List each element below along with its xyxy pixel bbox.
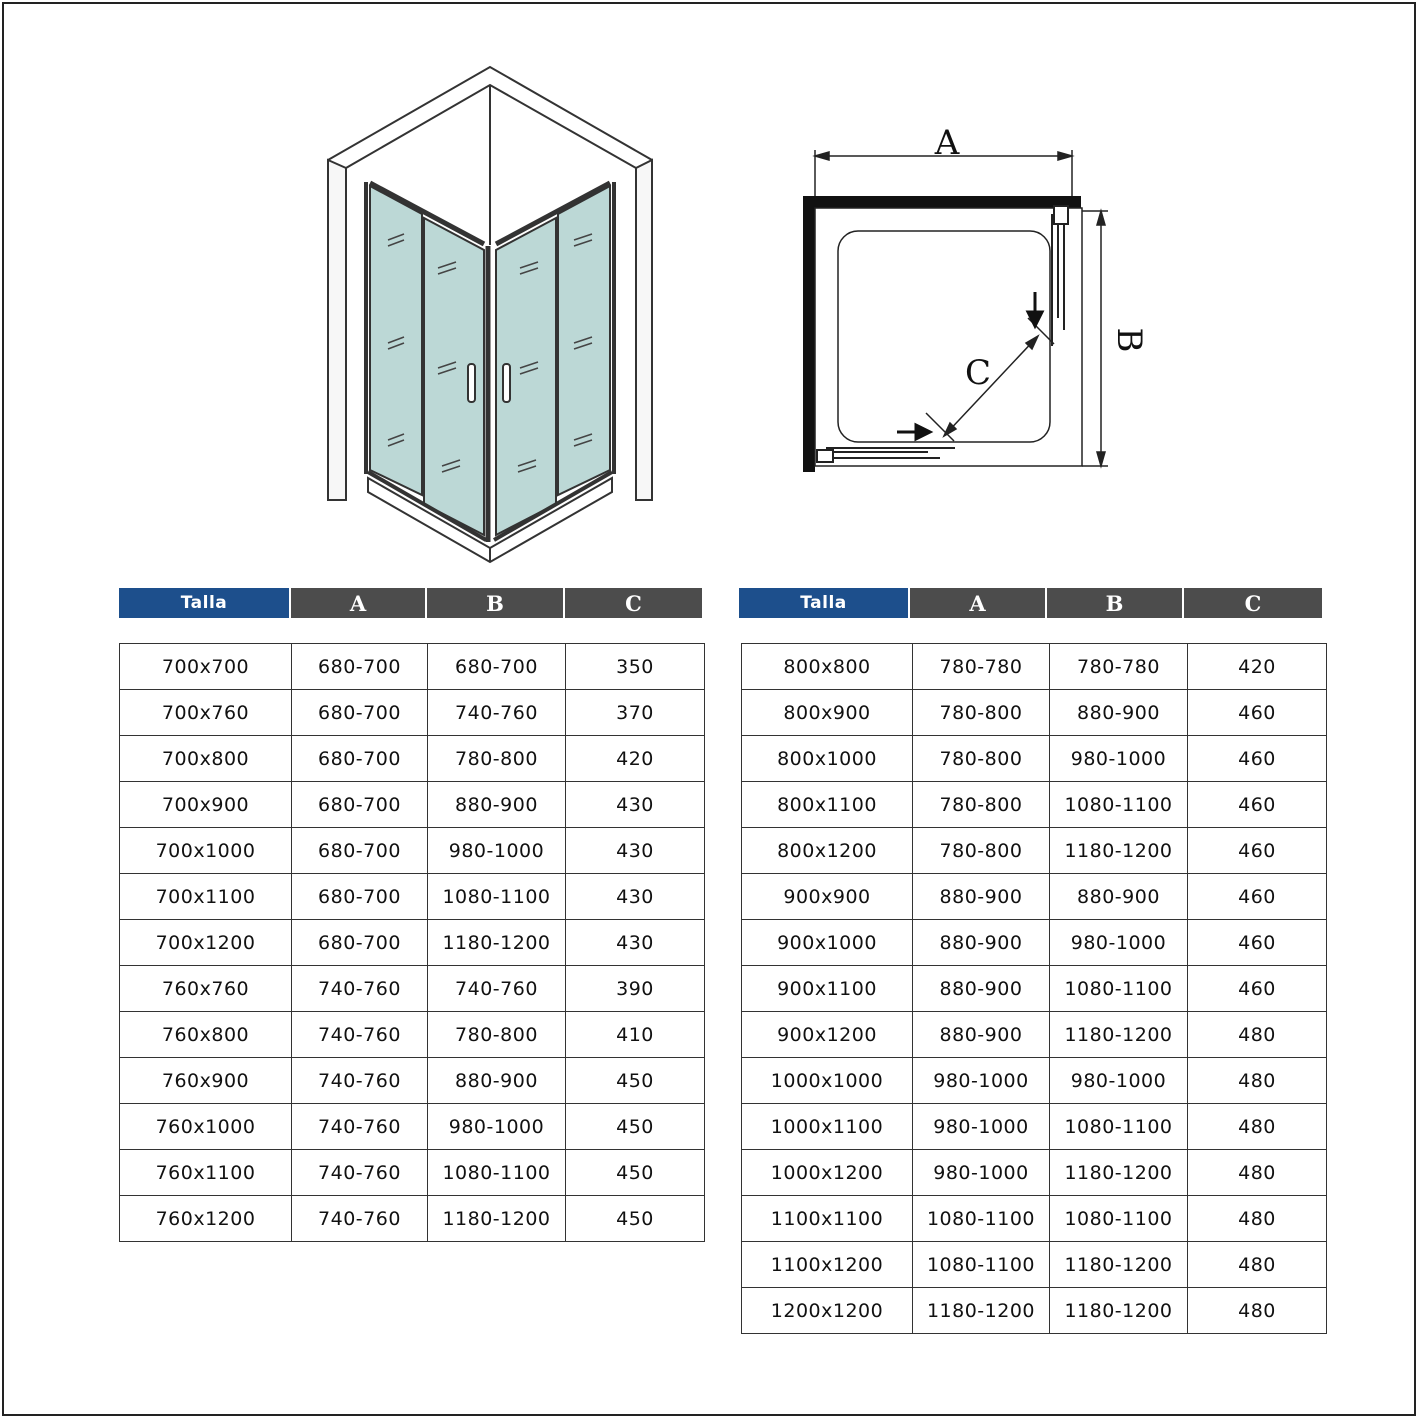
a-cell: 880-900 — [913, 966, 1050, 1012]
b-cell: 780-800 — [428, 1012, 566, 1058]
talla-cell: 760x900 — [120, 1058, 292, 1104]
table-row — [742, 1104, 1327, 1150]
b-cell: 1180-1200 — [1050, 1150, 1188, 1196]
table-row — [120, 1012, 705, 1058]
a-cell: 980-1000 — [913, 1150, 1050, 1196]
a-cell: 740-760 — [292, 1196, 428, 1242]
right-door-rails — [1052, 206, 1068, 346]
a-cell: 780-800 — [913, 690, 1050, 736]
a-cell: 680-700 — [292, 690, 428, 736]
c-cell: 450 — [566, 1196, 705, 1242]
a-cell: 880-900 — [913, 920, 1050, 966]
b-cell: 980-1000 — [1050, 1058, 1188, 1104]
b-cell: 1180-1200 — [1050, 1242, 1188, 1288]
b-cell: 880-900 — [1050, 690, 1188, 736]
table-row — [742, 1012, 1327, 1058]
talla-cell: 760x1000 — [120, 1104, 292, 1150]
c-cell: 390 — [566, 966, 705, 1012]
b-cell: 680-700 — [428, 644, 566, 690]
a-cell: 680-700 — [292, 828, 428, 874]
b-cell: 880-900 — [428, 782, 566, 828]
c-cell: 460 — [1188, 736, 1327, 782]
left-table-header — [119, 588, 702, 618]
talla-cell: 800x1200 — [742, 828, 913, 874]
b-cell: 1180-1200 — [1050, 1012, 1188, 1058]
b-cell: 980-1000 — [1050, 736, 1188, 782]
b-cell: 980-1000 — [1050, 920, 1188, 966]
c-cell: 410 — [566, 1012, 705, 1058]
c-cell: 350 — [566, 644, 705, 690]
c-cell: 430 — [566, 828, 705, 874]
table-row — [120, 1058, 705, 1104]
c-cell: 450 — [566, 1104, 705, 1150]
b-cell: 740-760 — [428, 690, 566, 736]
a-cell: 880-900 — [913, 874, 1050, 920]
b-cell: 1080-1100 — [428, 1150, 566, 1196]
c-cell: 480 — [1188, 1196, 1327, 1242]
talla-cell: 1100x1100 — [742, 1196, 913, 1242]
c-cell: 480 — [1188, 1058, 1327, 1104]
top-view-basin — [838, 231, 1050, 442]
b-cell: 880-900 — [428, 1058, 566, 1104]
table-row — [120, 782, 705, 828]
a-cell: 980-1000 — [913, 1058, 1050, 1104]
dimension-a-label: A — [934, 123, 960, 163]
table-row — [742, 1058, 1327, 1104]
a-cell: 780-800 — [913, 828, 1050, 874]
table-row — [120, 690, 705, 736]
table-row — [120, 736, 705, 782]
b-cell: 980-1000 — [428, 828, 566, 874]
c-cell: 480 — [1188, 1242, 1327, 1288]
table-row — [742, 920, 1327, 966]
c-cell: 460 — [1188, 920, 1327, 966]
c-cell: 460 — [1188, 874, 1327, 920]
talla-cell: 800x800 — [742, 644, 913, 690]
a-cell: 740-760 — [292, 1058, 428, 1104]
table-row — [120, 920, 705, 966]
dimension-b-label: B — [1109, 327, 1149, 353]
talla-cell: 1000x1000 — [742, 1058, 913, 1104]
talla-cell: 760x1200 — [120, 1196, 292, 1242]
b-cell: 1080-1100 — [428, 874, 566, 920]
c-cell: 460 — [1188, 782, 1327, 828]
talla-cell: 900x1200 — [742, 1012, 913, 1058]
right-size-table — [741, 643, 1327, 1334]
c-cell: 370 — [566, 690, 705, 736]
talla-cell: 700x800 — [120, 736, 292, 782]
talla-cell: 1100x1200 — [742, 1242, 913, 1288]
bottom-door-rails — [817, 448, 955, 462]
top-view-diagram — [0, 0, 1420, 600]
left-size-table — [119, 643, 705, 1242]
c-cell: 480 — [1188, 1104, 1327, 1150]
table-row — [742, 1150, 1327, 1196]
talla-cell: 700x900 — [120, 782, 292, 828]
c-cell: 430 — [566, 782, 705, 828]
a-cell: 740-760 — [292, 1104, 428, 1150]
talla-cell: 760x760 — [120, 966, 292, 1012]
header-a: A — [910, 588, 1047, 618]
table-row — [742, 1196, 1327, 1242]
b-cell: 1180-1200 — [428, 920, 566, 966]
table-row — [120, 828, 705, 874]
c-cell: 430 — [566, 920, 705, 966]
a-cell: 680-700 — [292, 874, 428, 920]
b-cell: 1180-1200 — [1050, 828, 1188, 874]
b-cell: 780-780 — [1050, 644, 1188, 690]
table-row — [742, 690, 1327, 736]
b-cell: 740-760 — [428, 966, 566, 1012]
b-cell: 780-800 — [428, 736, 566, 782]
talla-cell: 900x1100 — [742, 966, 913, 1012]
header-talla: Talla — [119, 588, 291, 618]
right-table-header — [739, 588, 1322, 618]
table-row — [742, 828, 1327, 874]
b-cell: 1080-1100 — [1050, 1104, 1188, 1150]
table-row — [742, 1288, 1327, 1334]
c-cell: 460 — [1188, 966, 1327, 1012]
top-view-walls — [803, 196, 1081, 472]
a-cell: 680-700 — [292, 920, 428, 966]
b-cell: 1080-1100 — [1050, 966, 1188, 1012]
b-cell: 1080-1100 — [1050, 782, 1188, 828]
header-c: C — [1184, 588, 1322, 618]
table-row — [742, 1242, 1327, 1288]
c-cell: 450 — [566, 1058, 705, 1104]
talla-cell: 760x800 — [120, 1012, 292, 1058]
c-cell: 460 — [1188, 828, 1327, 874]
c-cell: 420 — [1188, 644, 1327, 690]
a-cell: 680-700 — [292, 644, 428, 690]
a-cell: 740-760 — [292, 1150, 428, 1196]
c-cell: 450 — [566, 1150, 705, 1196]
table-row — [120, 644, 705, 690]
table-row — [120, 1196, 705, 1242]
c-cell: 460 — [1188, 690, 1327, 736]
a-cell: 1180-1200 — [913, 1288, 1050, 1334]
a-cell: 980-1000 — [913, 1104, 1050, 1150]
header-b: B — [1047, 588, 1184, 618]
table-row — [742, 644, 1327, 690]
talla-cell: 700x700 — [120, 644, 292, 690]
header-talla: Talla — [739, 588, 910, 618]
header-b: B — [427, 588, 565, 618]
a-cell: 740-760 — [292, 1012, 428, 1058]
a-cell: 1080-1100 — [913, 1242, 1050, 1288]
a-cell: 780-800 — [913, 736, 1050, 782]
a-cell: 680-700 — [292, 736, 428, 782]
table-row — [742, 736, 1327, 782]
c-cell: 480 — [1188, 1288, 1327, 1334]
talla-cell: 1000x1100 — [742, 1104, 913, 1150]
talla-cell: 900x1000 — [742, 920, 913, 966]
talla-cell: 800x900 — [742, 690, 913, 736]
b-cell: 980-1000 — [428, 1104, 566, 1150]
c-cell: 480 — [1188, 1150, 1327, 1196]
header-a: A — [291, 588, 427, 618]
talla-cell: 1200x1200 — [742, 1288, 913, 1334]
table-row — [742, 966, 1327, 1012]
a-cell: 680-700 — [292, 782, 428, 828]
b-cell: 1080-1100 — [1050, 1196, 1188, 1242]
table-row — [742, 874, 1327, 920]
talla-cell: 700x760 — [120, 690, 292, 736]
talla-cell: 800x1000 — [742, 736, 913, 782]
c-cell: 430 — [566, 874, 705, 920]
table-row — [120, 874, 705, 920]
dimension-b-line — [1082, 211, 1108, 466]
talla-cell: 1000x1200 — [742, 1150, 913, 1196]
b-cell: 1180-1200 — [1050, 1288, 1188, 1334]
a-cell: 880-900 — [913, 1012, 1050, 1058]
a-cell: 740-760 — [292, 966, 428, 1012]
b-cell: 1180-1200 — [428, 1196, 566, 1242]
a-cell: 780-780 — [913, 644, 1050, 690]
dimension-c-label: C — [964, 353, 992, 393]
talla-cell: 800x1100 — [742, 782, 913, 828]
a-cell: 780-800 — [913, 782, 1050, 828]
c-cell: 420 — [566, 736, 705, 782]
table-row — [120, 1104, 705, 1150]
talla-cell: 760x1100 — [120, 1150, 292, 1196]
table-row — [742, 782, 1327, 828]
talla-cell: 700x1200 — [120, 920, 292, 966]
b-cell: 880-900 — [1050, 874, 1188, 920]
c-cell: 480 — [1188, 1012, 1327, 1058]
table-row — [120, 1150, 705, 1196]
talla-cell: 700x1000 — [120, 828, 292, 874]
a-cell: 1080-1100 — [913, 1196, 1050, 1242]
header-c: C — [565, 588, 702, 618]
table-row — [120, 966, 705, 1012]
talla-cell: 900x900 — [742, 874, 913, 920]
talla-cell: 700x1100 — [120, 874, 292, 920]
